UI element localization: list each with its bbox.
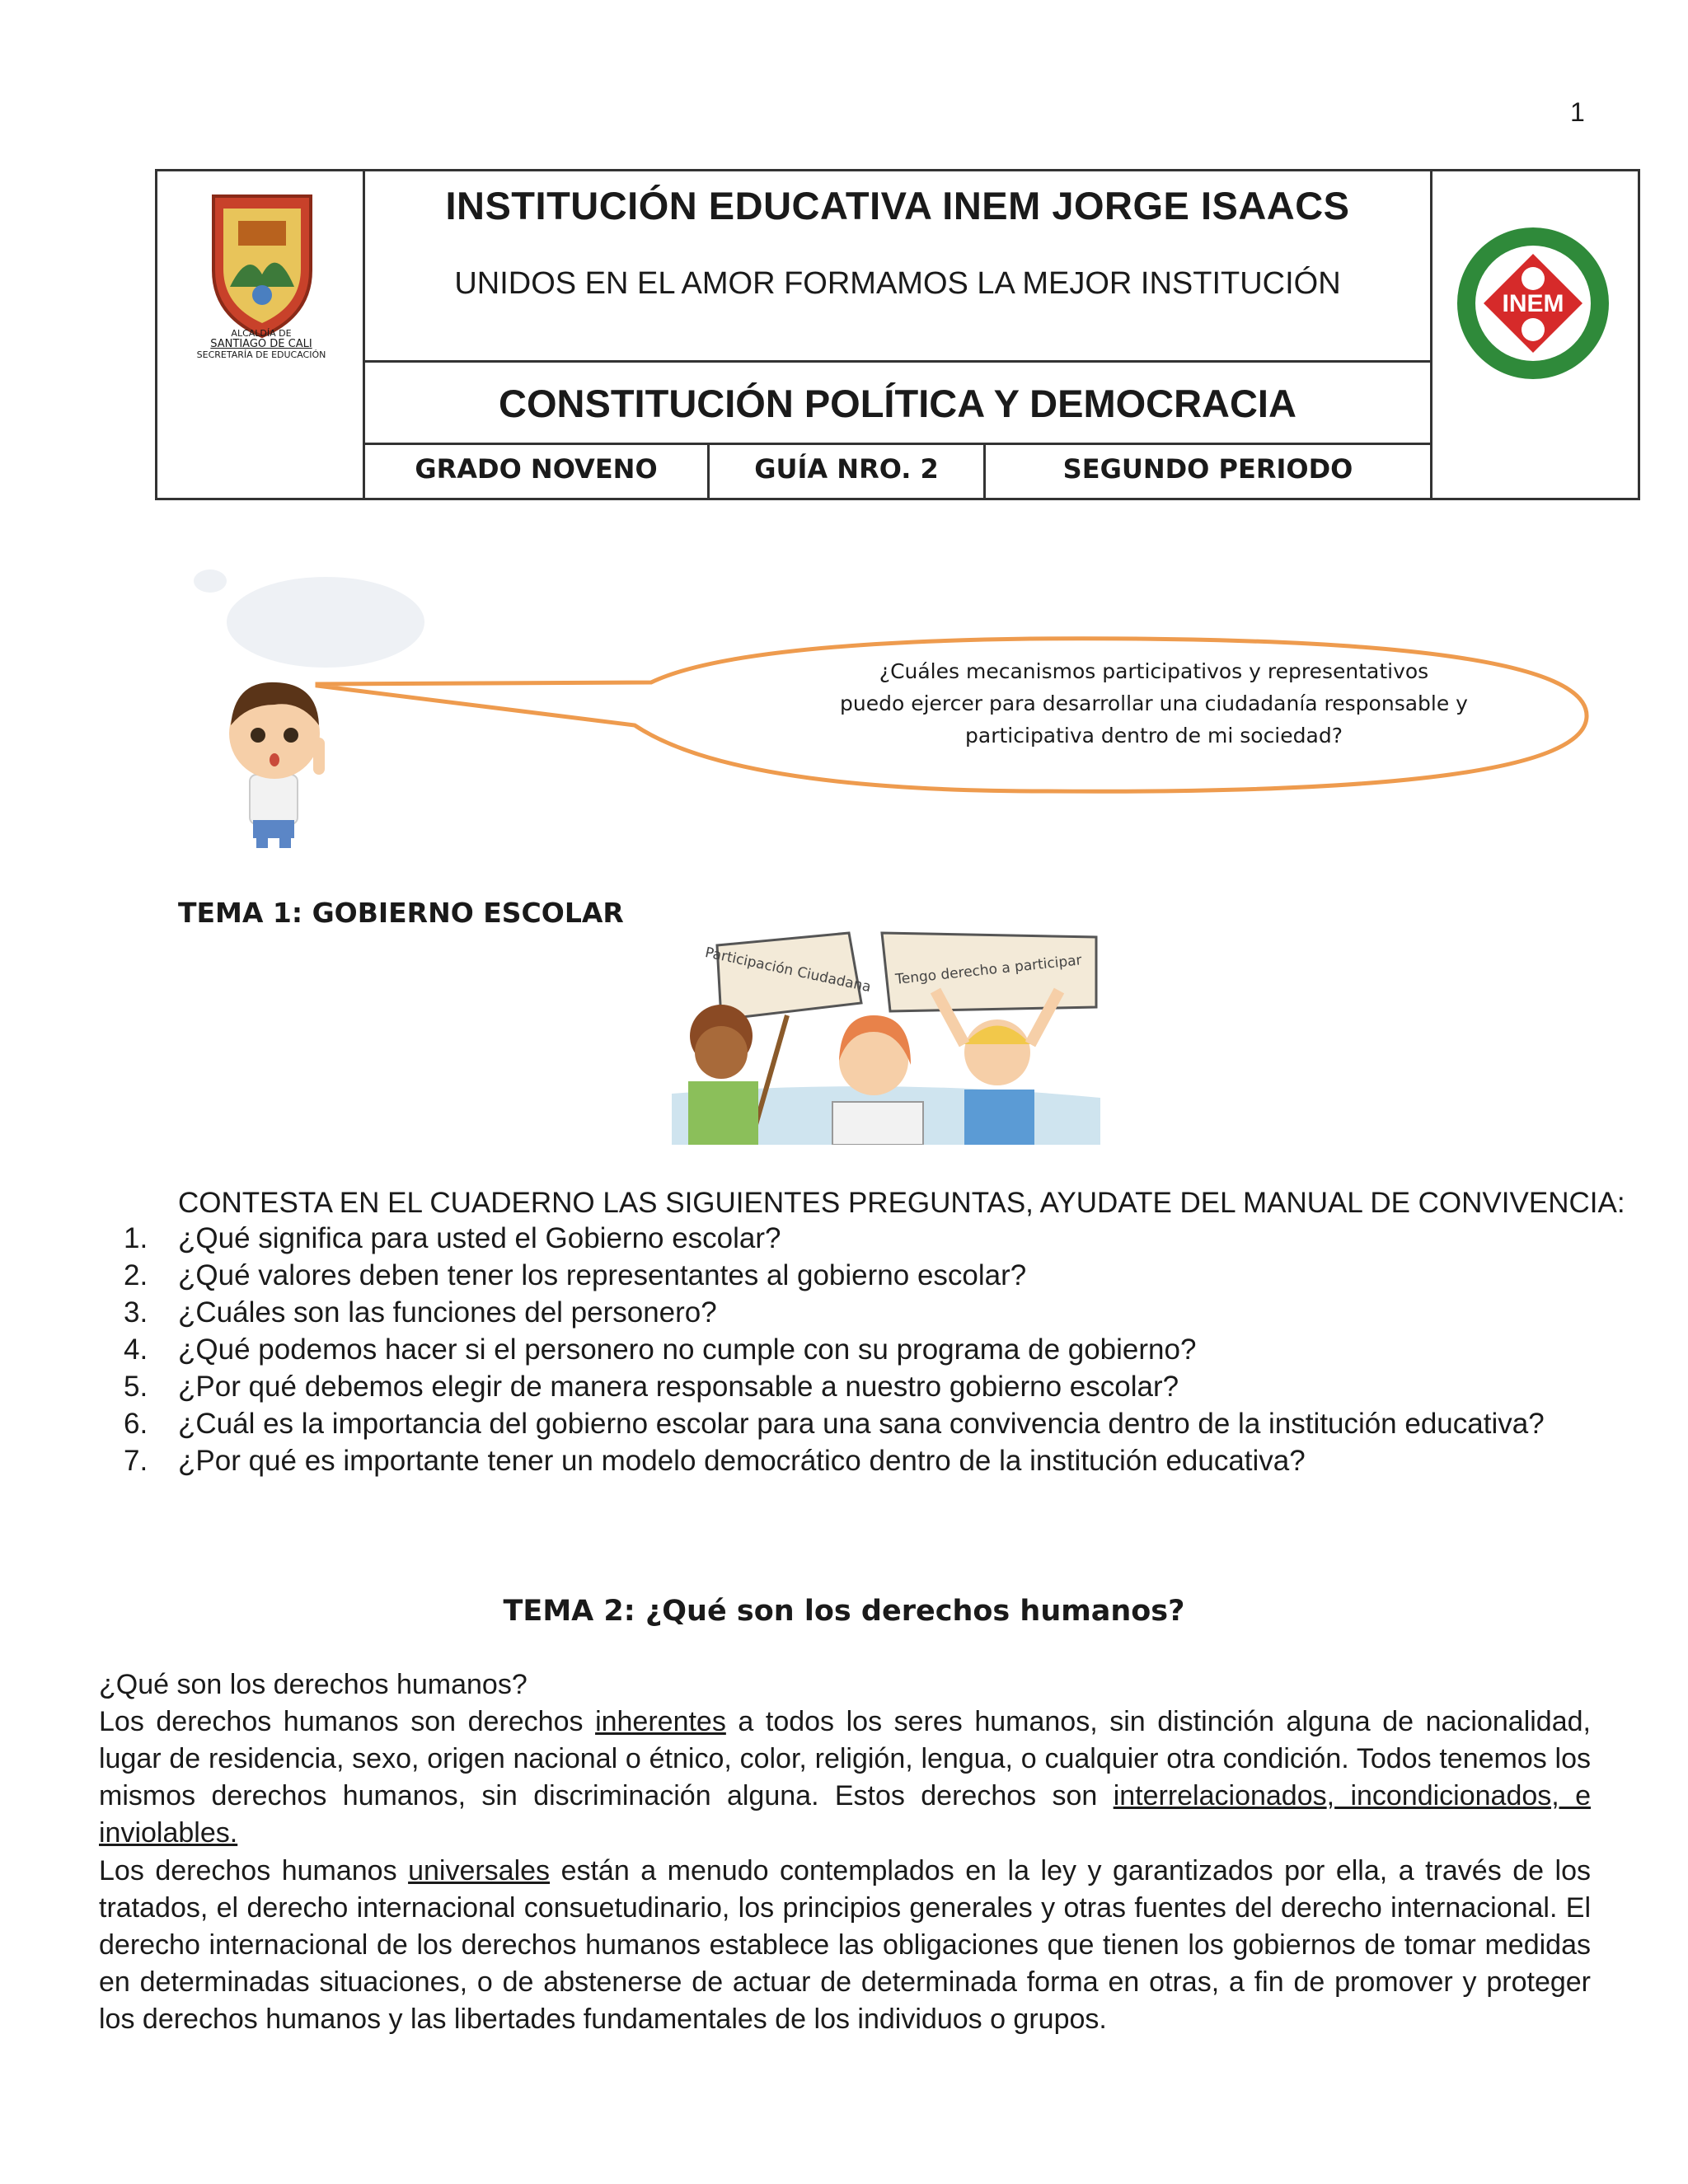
guide-cell: GUÍA NRO. 2 xyxy=(710,445,986,498)
question-text: ¿Qué valores deben tener los representantes al gobierno escolar? xyxy=(178,1259,1027,1291)
list-item xyxy=(124,1220,1545,1257)
subject-cell xyxy=(365,363,1430,445)
question-list xyxy=(124,1220,1545,1479)
boy-character-icon xyxy=(202,659,350,849)
header-table xyxy=(155,169,1640,500)
list-item xyxy=(124,1442,1545,1479)
list-number: 3. xyxy=(124,1296,148,1329)
bubble-line: ¿Cuáles mecanismos participativos y representativos xyxy=(879,659,1429,683)
list-item xyxy=(124,1405,1545,1442)
question-text: ¿Cuál es la importancia del gobierno escolar para una sana convivencia dentro de la institución educativa? xyxy=(178,1408,1545,1440)
bubble-text xyxy=(742,655,1566,752)
period-cell: SEGUNDO PERIODO xyxy=(1062,453,1353,485)
list-item xyxy=(124,1368,1545,1405)
kids-protest-illustration xyxy=(672,929,1100,1145)
tema1-title: TEMA 1: GOBIERNO ESCOLAR xyxy=(178,897,624,929)
bubble-line: participativa dentro de mi sociedad? xyxy=(965,724,1343,748)
text-run: a todos los seres humanos, sin distinción alguna de nacionalidad, lugar de residencia, sexo, origen nacional o étnico, color, religión, lengua, o cualquier otra condición. Todos tenemos los mismos derechos humanos, sin discriminación alguna. Estos derechos son xyxy=(99,1706,1591,1811)
text-run: , xyxy=(1326,1780,1335,1811)
paragraph-universales xyxy=(99,1853,1591,2038)
list-number: 6. xyxy=(124,1408,148,1440)
page-number: 1 xyxy=(1570,97,1585,127)
logo-caption-line: SECRETARÍA DE EDUCACIÓN xyxy=(196,349,326,360)
list-number: 7. xyxy=(124,1445,148,1477)
question-text: ¿Por qué es importante tener un modelo democrático dentro de la institución educativa? xyxy=(178,1445,1306,1477)
list-number: 2. xyxy=(124,1259,148,1291)
question-text: ¿Qué significa para usted el Gobierno escolar? xyxy=(178,1222,781,1254)
institution-cell xyxy=(365,171,1430,363)
list-number: 4. xyxy=(124,1333,148,1366)
text-run: están a menudo contemplados en la ley y garantizados por ella, a través de los tratados, el derecho internacional consuetudinario, los principios generales y otras fuentes del derecho internacional. El derecho internacional de los derechos humanos establece las obligaciones que tienen los gobiernos de tomar medidas en determinadas situaciones, o de abstenerse de actuar de determinada forma en otras, a fin de promover y proteger los derechos humanos y las libertades fundamentales de los individuos o grupos. xyxy=(99,1855,1591,2035)
underlined-term: interrelacionados xyxy=(1113,1780,1327,1811)
list-item xyxy=(124,1331,1545,1368)
underlined-term: incondicionados, e inviolables. xyxy=(99,1780,1591,1849)
text-run: Los derechos humanos son derechos xyxy=(99,1706,596,1737)
seal-label: INEM xyxy=(1502,290,1564,317)
list-number: 1. xyxy=(124,1222,148,1254)
question-text: ¿Qué podemos hacer si el personero no cumple con su programa de gobierno? xyxy=(178,1333,1197,1366)
sign-text: Participación Ciudadana xyxy=(703,944,873,996)
instructions-text: CONTESTA EN EL CUADERNO LAS SIGUIENTES PREGUNTAS, AYUDATE DEL MANUAL DE CONVIVENCIA: xyxy=(178,1187,1625,1219)
bubble-line: puedo ejercer para desarrollar una ciudadanía responsable y xyxy=(840,691,1468,715)
underlined-term: inherentes xyxy=(595,1706,726,1737)
left-logo-cell xyxy=(157,171,365,498)
tema2-question: ¿Qué son los derechos humanos? xyxy=(99,1669,528,1700)
logo-caption-line: ALCALDÍA DE xyxy=(231,328,292,339)
underlined-term: universales xyxy=(408,1855,551,1886)
right-logo-cell xyxy=(1430,171,1638,498)
institution-name: INSTITUCIÓN EDUCATIVA INEM JORGE ISAACS xyxy=(445,184,1350,227)
sign-text: Tengo derecho a participar xyxy=(894,952,1083,988)
list-number: 5. xyxy=(124,1371,148,1403)
question-text: ¿Cuáles son las funciones del personero? xyxy=(178,1296,717,1329)
question-text: ¿Por qué debemos elegir de manera responsable a nuestro gobierno escolar? xyxy=(178,1371,1179,1403)
subject-title: CONSTITUCIÓN POLÍTICA Y DEMOCRACIA xyxy=(499,382,1296,425)
list-item xyxy=(124,1257,1545,1294)
institution-motto: UNIDOS EN EL AMOR FORMAMOS LA MEJOR INSTITUCIÓN xyxy=(454,266,1341,301)
list-item xyxy=(124,1294,1545,1331)
logo-caption-line: SANTIAGO DE CALI xyxy=(210,338,312,350)
text-run: Los derechos humanos xyxy=(99,1855,409,1886)
paragraph-derechos xyxy=(99,1704,1591,1852)
tema2-title: TEMA 2: ¿Qué son los derechos humanos? xyxy=(503,1595,1185,1628)
grade-cell: GRADO NOVENO xyxy=(365,445,710,498)
inem-seal-icon xyxy=(1432,171,1640,498)
